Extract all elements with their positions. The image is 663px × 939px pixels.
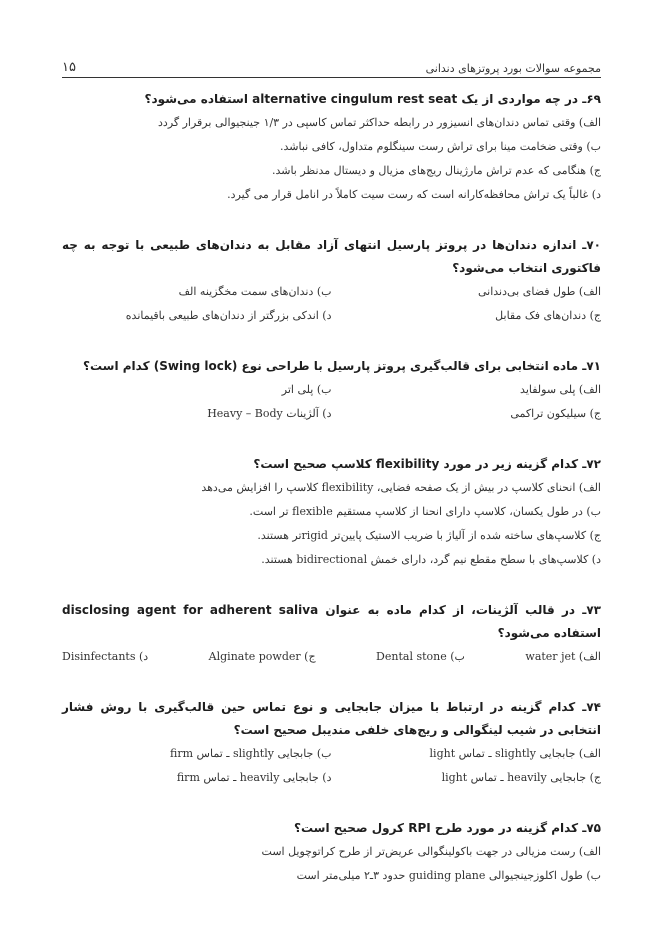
- option-b: ب) Dental stone: [376, 650, 465, 663]
- question-stem: ۷۵ـ کدام گزینه در مورد طرح RPI کرول صحیح است؟: [294, 821, 601, 835]
- option-b: ب) پلی اتر: [281, 383, 332, 396]
- options-grid: [62, 280, 601, 328]
- option-c: ج) کلاسپ‌های ساخته شده از آلیاژ با ضریب الاستیک پایین‌تر rigidتر هستند.: [257, 529, 601, 542]
- option-a: الف) جابجایی slightly ـ تماس light: [429, 747, 601, 760]
- option-a: الف) وقتی تماس دندان‌های انسیزور در رابطه حداکثر تماس کاسپی در ۱/۳ جینجیوالی برقرار گردد: [158, 116, 601, 129]
- option-b: ب) طول اکلوزجینجیوالی guiding plane حدود ۳ـ۲ میلی‌متر است: [296, 869, 601, 882]
- option-d: د) کلاسپ‌های با سطح مقطع نیم گرد، دارای خمش bidirectional هستند.: [261, 553, 601, 566]
- option-a: الف) water jet: [525, 650, 601, 663]
- option-d: د) اندکی بزرگتر از دندان‌های طبیعی باقیمانده: [125, 309, 332, 322]
- option-b: ب) در طول یکسان، کلاسپ دارای انحنا از کلاسپ مستقیم flexible تر است.: [249, 505, 601, 518]
- question-69: [62, 88, 601, 207]
- options-grid: [62, 378, 601, 426]
- question-75: [62, 817, 601, 888]
- option-c: ج) سیلیکون تراکمی: [510, 407, 601, 420]
- option-b: ب) جابجایی slightly ـ تماس firm: [170, 747, 332, 760]
- header-divider: [62, 77, 601, 78]
- option-a: الف) انحنای کلاسپ در بیش از یک صفحه فضایی، flexibility کلاسپ را افزایش می‌دهد: [201, 481, 601, 494]
- page-number: ۱۵: [62, 60, 76, 75]
- option-d: د) Disinfectants: [62, 650, 149, 663]
- question-72: [62, 453, 601, 572]
- option-a: الف) رست مزیالی در جهت باکولینگوالی عریض‌تر از طرح کراتوچویل است: [261, 845, 601, 858]
- option-c: ج) جابجایی heavily ـ تماس light: [441, 771, 601, 784]
- option-d: د) غالباً یک تراش محافظه‌کارانه است که رست سیت کاملاً در انامل قرار می گیرد.: [227, 188, 601, 201]
- options-row: [62, 645, 601, 669]
- question-stem: ۶۹ـ در چه مواردی از یک alternative cingulum rest seat استفاده می‌شود؟: [144, 92, 601, 106]
- question-70: [62, 234, 601, 328]
- book-title: مجموعه سوالات بورد پروتزهای دندانی: [425, 62, 601, 75]
- option-a: الف) پلی سولفاید: [520, 383, 601, 396]
- options-grid: [62, 742, 601, 790]
- option-b: ب) دندان‌های سمت مخگزینه الف: [178, 285, 332, 298]
- option-b: ب) وقتی ضخامت مینا برای تراش رست سینگلوم متداول، کافی نباشد.: [280, 140, 601, 153]
- question-stem: ۷۳ـ در قالب آلژینات، از کدام ماده به عنوان disclosing agent for adherent saliva استفاده می‌شود؟: [62, 603, 601, 640]
- question-73: [62, 599, 601, 669]
- question-stem: ۷۲ـ کدام گزینه زیر در مورد flexibility کلاسپ صحیح است؟: [253, 457, 601, 471]
- questions-list: [62, 88, 601, 888]
- option-c: ج) هنگامی که عدم تراش مارژینال ریج‌های مزیال و دیستال مدنظر باشد.: [271, 164, 601, 177]
- question-74: [62, 696, 601, 790]
- option-d: د) آلژینات Heavy – Body: [207, 407, 332, 420]
- option-c: ج) دندان‌های فک مقابل: [495, 309, 601, 322]
- question-stem: ۷۱ـ ماده انتخابی برای قالب‌گیری پروتز پارسیل با طراحی نوع (Swing lock) کدام است؟: [82, 359, 601, 373]
- question-stem: ۷۰ـ اندازه دندان‌ها در پروتز پارسیل انتهای آزاد مقابل به دندان‌های طبیعی با توجه به چه فاکتوری انتخاب می‌شود؟: [62, 238, 601, 275]
- option-d: د) جابجایی heavily ـ تماس firm: [176, 771, 332, 784]
- page-header: [62, 53, 601, 75]
- question-stem: ۷۴ـ کدام گزینه در ارتباط با میزان جابجایی و نوع تماس حین قالب‌گیری با روش فشار انتخابی در شیب لینگوالی و ریج‌های خلفی مندیبل صحیح است؟: [62, 700, 601, 737]
- option-c: ج) Alginate powder: [208, 650, 316, 663]
- question-71: [62, 355, 601, 426]
- option-a: الف) طول فضای بی‌دندانی: [477, 285, 601, 298]
